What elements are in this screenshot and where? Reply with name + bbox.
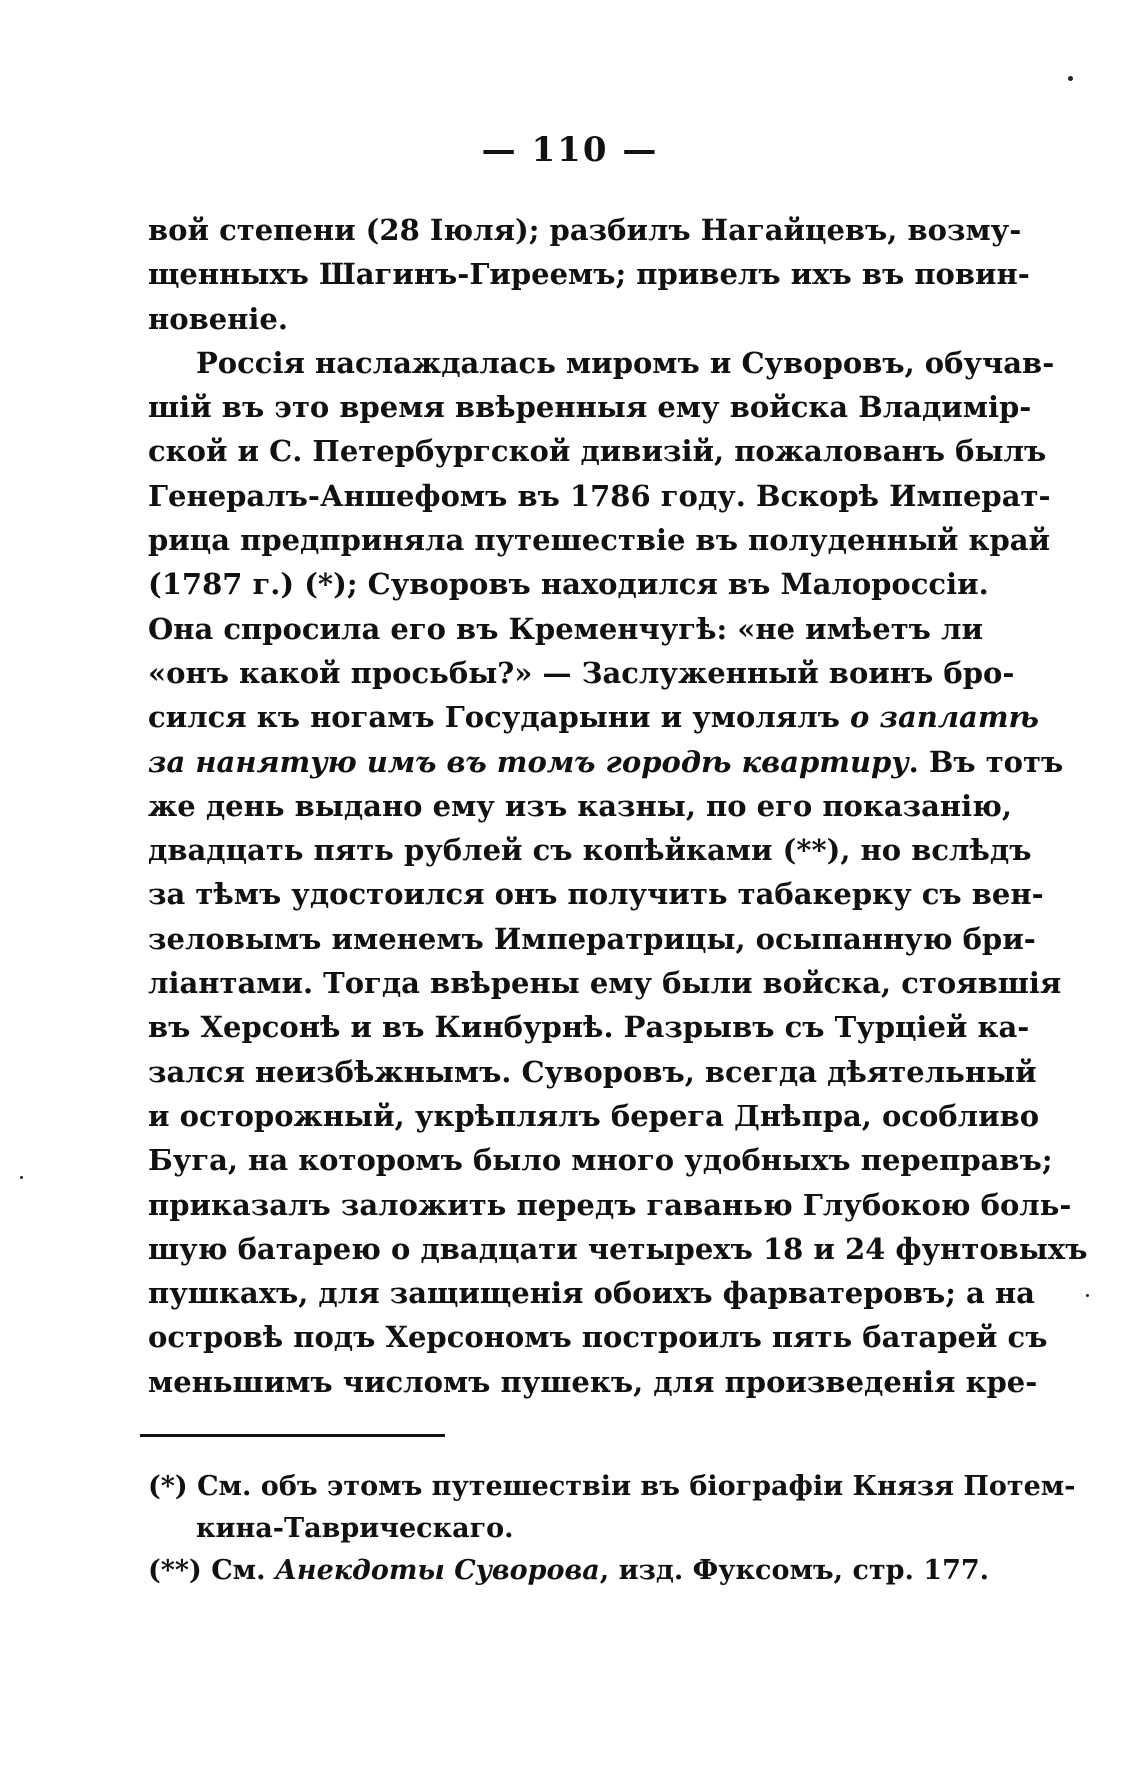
- italic-segment: о заплатѣ: [850, 700, 1039, 735]
- text-line: рица предприняла путешествіе въ полуденный край: [148, 523, 1051, 558]
- text-line-composite: [148, 695, 1039, 739]
- text-line: «онъ какой просьбы?» — Заслуженный воинъ бро-: [148, 655, 1015, 690]
- text-line: въ Херсонѣ и въ Кинбурнѣ. Разрывъ съ Турціей ка-: [148, 1010, 1030, 1045]
- text-line: вой степени (28 Іюля); разбилъ Нагайцевъ, возму-: [148, 213, 1022, 247]
- text-line: зеловымъ именемъ Императрицы, осыпанную бри-: [148, 921, 1036, 956]
- text-line: шій въ это время ввѣренныя ему войска Владимір-: [148, 390, 1032, 425]
- footnote-2-mark: (**) См.: [148, 1555, 275, 1586]
- text-line: щенныхъ Шагинъ-Гиреемъ; привелъ ихъ въ повин-: [148, 257, 1030, 292]
- ink-speck: [1086, 1294, 1089, 1297]
- text-line: Буга, на которомъ было много удобныхъ переправъ;: [148, 1143, 1053, 1178]
- text-line: Россія наслаждалась миромъ и Суворовъ, обучав-: [196, 345, 1055, 380]
- body-text: [148, 208, 1088, 1404]
- page-number: — 110 —: [481, 130, 659, 170]
- footnote-rule: [140, 1434, 445, 1437]
- text-line: ліантами. Тогда ввѣрены ему были войска, стоявшія: [148, 966, 1062, 1001]
- text-line: и осторожный, укрѣплялъ берега Днѣпра, особливо: [148, 1098, 1040, 1133]
- footnote-1-line-2: кина-Таврическаго.: [196, 1513, 514, 1544]
- text-line: зался неизбѣжнымъ. Суворовъ, всегда дѣятельный: [148, 1054, 1037, 1089]
- text-segment: . Въ тотъ: [908, 744, 1064, 779]
- footnote-2-rest: , изд. Фуксомъ, стр. 177.: [599, 1555, 990, 1586]
- text-line: (1787 г.) (*); Суворовъ находился въ Малороссіи.: [148, 567, 989, 602]
- footnote-1-line-1: (*) См. объ этомъ путешествіи въ біографіи Князя Потем-: [148, 1471, 1076, 1502]
- text-line-composite: [148, 740, 1064, 784]
- footnotes: [148, 1466, 1076, 1592]
- text-line: за тѣмъ удостоился онъ получить табакерку съ вен-: [148, 877, 1044, 912]
- text-line: островѣ подъ Херсономъ построилъ пять батарей съ: [148, 1320, 1048, 1355]
- italic-segment: за нанятую имъ въ томъ городѣ квартиру: [148, 744, 909, 779]
- text-line: же день выдано ему изъ казны, по его показанію,: [148, 788, 1013, 823]
- text-segment: сился къ ногамъ Государыни и умолялъ: [148, 700, 850, 735]
- text-line: пушкахъ, для защищенія обоихъ фарватеровъ; а на: [148, 1276, 1035, 1311]
- text-line: приказалъ заложить передъ гаванью Глубокою боль-: [148, 1187, 1072, 1222]
- text-line: Генералъ-Аншефомъ въ 1786 году. Вскорѣ Императ-: [148, 478, 1051, 513]
- footnote-2: [148, 1550, 990, 1592]
- text-line: шую батарею о двадцати четырехъ 18 и 24 фунтовыхъ: [148, 1231, 1088, 1266]
- ink-speck: [1068, 76, 1073, 81]
- footnote-2-title: Анекдоты Суворова: [274, 1555, 600, 1586]
- text-line: меньшимъ числомъ пушекъ, для произведенія кре-: [148, 1364, 1038, 1399]
- text-line: Она спросила его въ Кременчугѣ: «не имѣетъ ли: [148, 611, 983, 646]
- ink-speck: [20, 1176, 23, 1179]
- text-line: двадцать пять рублей съ копѣйками (**), но вслѣдъ: [148, 833, 1032, 868]
- text-line: ской и С. Петербургской дивизій, пожалованъ былъ: [148, 434, 1047, 469]
- text-line: новеніе.: [148, 301, 288, 336]
